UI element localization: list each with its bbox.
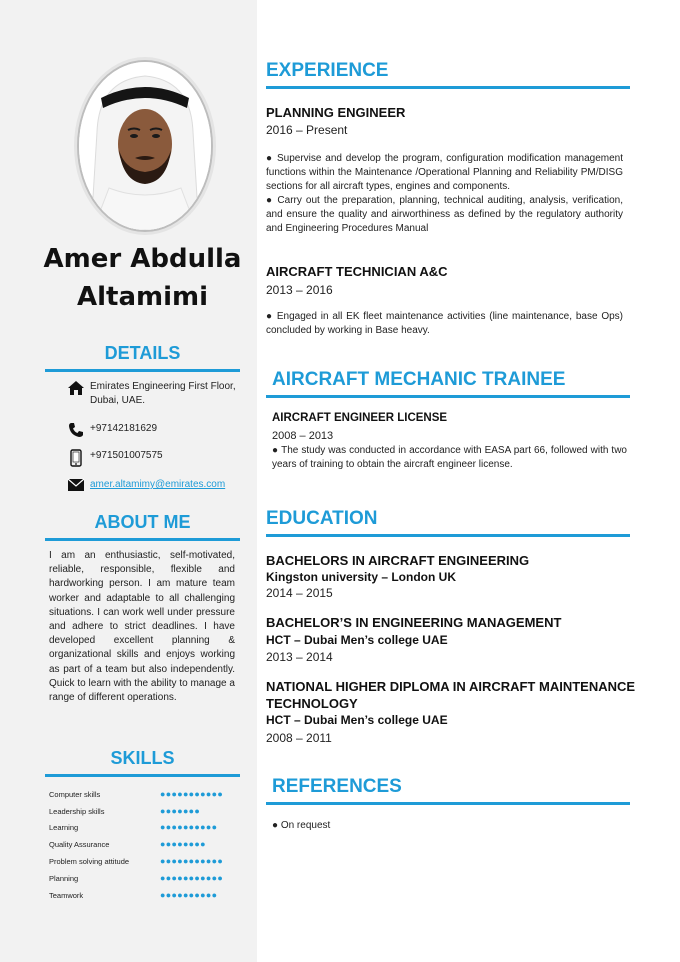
license-years: 2008 – 2013 xyxy=(272,430,334,442)
phone-text: +97142181629 xyxy=(90,423,158,434)
school-name: HCT – Dubai Men’s college UAE xyxy=(266,713,448,727)
degree-years: 2008 – 2011 xyxy=(266,731,332,745)
degree-title: NATIONAL HIGHER DIPLOMA IN AIRCRAFT MAINTENANCE TECHNOLOGY xyxy=(266,679,636,711)
about-heading: ABOUT ME xyxy=(45,512,240,541)
email-link[interactable]: amer.altamimy@emirates.com xyxy=(90,479,226,490)
job-description xyxy=(266,152,623,235)
skill-rating-dots: ●●●●●●● xyxy=(160,805,201,816)
skill-rating-dots: ●●●●●●●●●● xyxy=(160,889,218,900)
about-text: I am an enthusiastic, self-motivated, reliable, responsible, flexible and hardworking person. I am mature team worker and adaptable to all challenging situations. I can work well under pressure and adhere to strict deadlines. I have developed excellent planning & organizational skills and enjoys working as part of a team but also independently. Quick to learn with the ability to manage a range of different operations. xyxy=(49,550,235,704)
job-bullet: ● Carry out the preparation, planning, technical auditing, analysis, verification, and ensure the quality and airworthiness as defined by the regulatory authority and Engineering Procedures Manual xyxy=(266,194,623,234)
skill-rating-dots: ●●●●●●●●●●● xyxy=(160,872,224,883)
skill-name: Quality Assurance xyxy=(49,840,110,850)
references-text: ● On request xyxy=(272,820,331,831)
skill-rating-dots: ●●●●●●●●●● xyxy=(160,822,218,833)
email-row xyxy=(66,478,225,496)
skill-name: Problem solving attitude xyxy=(49,857,130,867)
degree-years: 2014 – 2015 xyxy=(266,586,333,600)
skill-row xyxy=(49,836,239,853)
skill-name: Computer skills xyxy=(49,789,101,799)
job-bullet: ● Supervise and develop the program, configuration modification management functions within the Maintenance /Operational Planning and Reliability PM/DISG sections for all aircraft types, engines and components. xyxy=(266,153,623,192)
skill-row xyxy=(49,887,239,904)
skill-name: Learning xyxy=(49,823,79,833)
profile-photo xyxy=(77,60,213,232)
education-heading: EDUCATION xyxy=(266,508,630,537)
references-heading: REFERENCES xyxy=(266,776,630,805)
skill-rating-dots: ●●●●●●●●●●● xyxy=(160,788,224,799)
experience-heading: EXPERIENCE xyxy=(266,60,630,89)
skill-name: Leadership skills xyxy=(49,806,105,816)
school-name: Kingston university – London UK xyxy=(266,570,457,584)
skills-list xyxy=(49,786,239,904)
skill-row xyxy=(49,786,239,803)
skill-name: Planning xyxy=(49,873,79,883)
mobile-phone-icon xyxy=(66,449,86,467)
skill-name: Teamwork xyxy=(49,890,84,900)
home-icon xyxy=(66,380,86,398)
degree-years: 2013 – 2014 xyxy=(266,650,333,664)
skill-row xyxy=(49,820,239,837)
sidebar xyxy=(0,0,257,962)
job-bullet: ● Engaged in all EK fleet maintenance activities (line maintenance, base Ops) concluded by working in Base heavy. xyxy=(266,311,623,336)
name-line-1: Amer Abdulla xyxy=(43,244,242,274)
job-title: AIRCRAFT TECHNICIAN A&C xyxy=(266,264,448,279)
skill-rating-dots: ●●●●●●●●●●● xyxy=(160,856,224,867)
skill-row xyxy=(49,853,239,870)
skills-heading: SKILLS xyxy=(45,748,240,777)
address-text: Emirates Engineering First Floor, Dubai, UAE. xyxy=(90,381,236,406)
main-content xyxy=(257,0,680,962)
trainee-heading: AIRCRAFT MECHANIC TRAINEE xyxy=(266,369,630,398)
mobile-text: +971501007575 xyxy=(90,450,163,461)
details-heading: DETAILS xyxy=(45,343,240,372)
full-name xyxy=(20,240,265,316)
skill-rating-dots: ●●●●●●●● xyxy=(160,839,206,850)
degree-title: BACHELOR’S IN ENGINEERING MANAGEMENT xyxy=(266,615,562,630)
skill-row xyxy=(49,870,239,887)
license-title: AIRCRAFT ENGINEER LICENSE xyxy=(272,412,448,424)
job-years: 2013 – 2016 xyxy=(266,283,333,297)
job-years: 2016 – Present xyxy=(266,123,348,137)
address-row xyxy=(66,380,246,408)
school-name: HCT – Dubai Men’s college UAE xyxy=(266,633,448,647)
job-title: PLANNING ENGINEER xyxy=(266,105,406,120)
mobile-row xyxy=(66,449,163,467)
license-description: ● The study was conducted in accordance with EASA part 66, followed with two years of training to obtain the aircraft engineer license. xyxy=(272,445,627,470)
degree-title: BACHELORS IN AIRCRAFT ENGINEERING xyxy=(266,553,530,568)
phone-row xyxy=(66,422,157,440)
name-line-2: Altamimi xyxy=(76,282,208,312)
phone-icon xyxy=(66,422,86,440)
envelope-icon xyxy=(66,478,86,496)
skill-row xyxy=(49,803,239,820)
job-description xyxy=(266,310,623,338)
